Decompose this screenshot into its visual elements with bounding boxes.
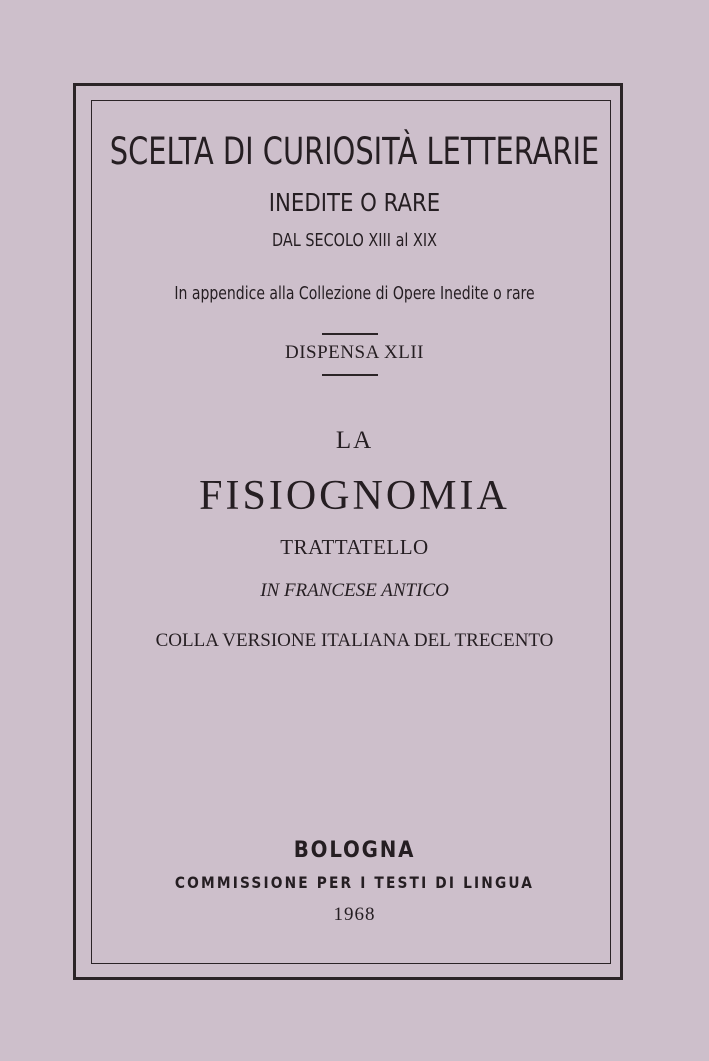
work-version: COLLA VERSIONE ITALIANA DEL TRECENTO xyxy=(155,630,554,651)
rule-top xyxy=(322,333,378,335)
imprint-year: 1968 xyxy=(333,904,376,925)
work-article: LA xyxy=(335,427,374,454)
work-title: FISIOGNOMIA xyxy=(199,473,510,519)
series-title: SCELTA DI CURIOSITÀ LETTERARIE xyxy=(109,130,600,173)
work-language: IN FRANCESE ANTICO xyxy=(260,580,449,601)
series-period: DAL SECOLO XIII al XIX xyxy=(272,230,437,251)
series-appendix: In appendice alla Collezione di Opere Inedite o rare xyxy=(174,283,535,304)
imprint-city: BOLOGNA xyxy=(293,838,416,863)
work-kind: TRATTATELLO xyxy=(280,535,429,559)
rule-bottom xyxy=(322,374,378,376)
imprint-publisher: COMMISSIONE PER I TESTI DI LINGUA xyxy=(174,873,535,892)
dispensa-label: DISPENSA XLII xyxy=(285,342,424,363)
series-subtitle: INEDITE O RARE xyxy=(268,188,441,217)
